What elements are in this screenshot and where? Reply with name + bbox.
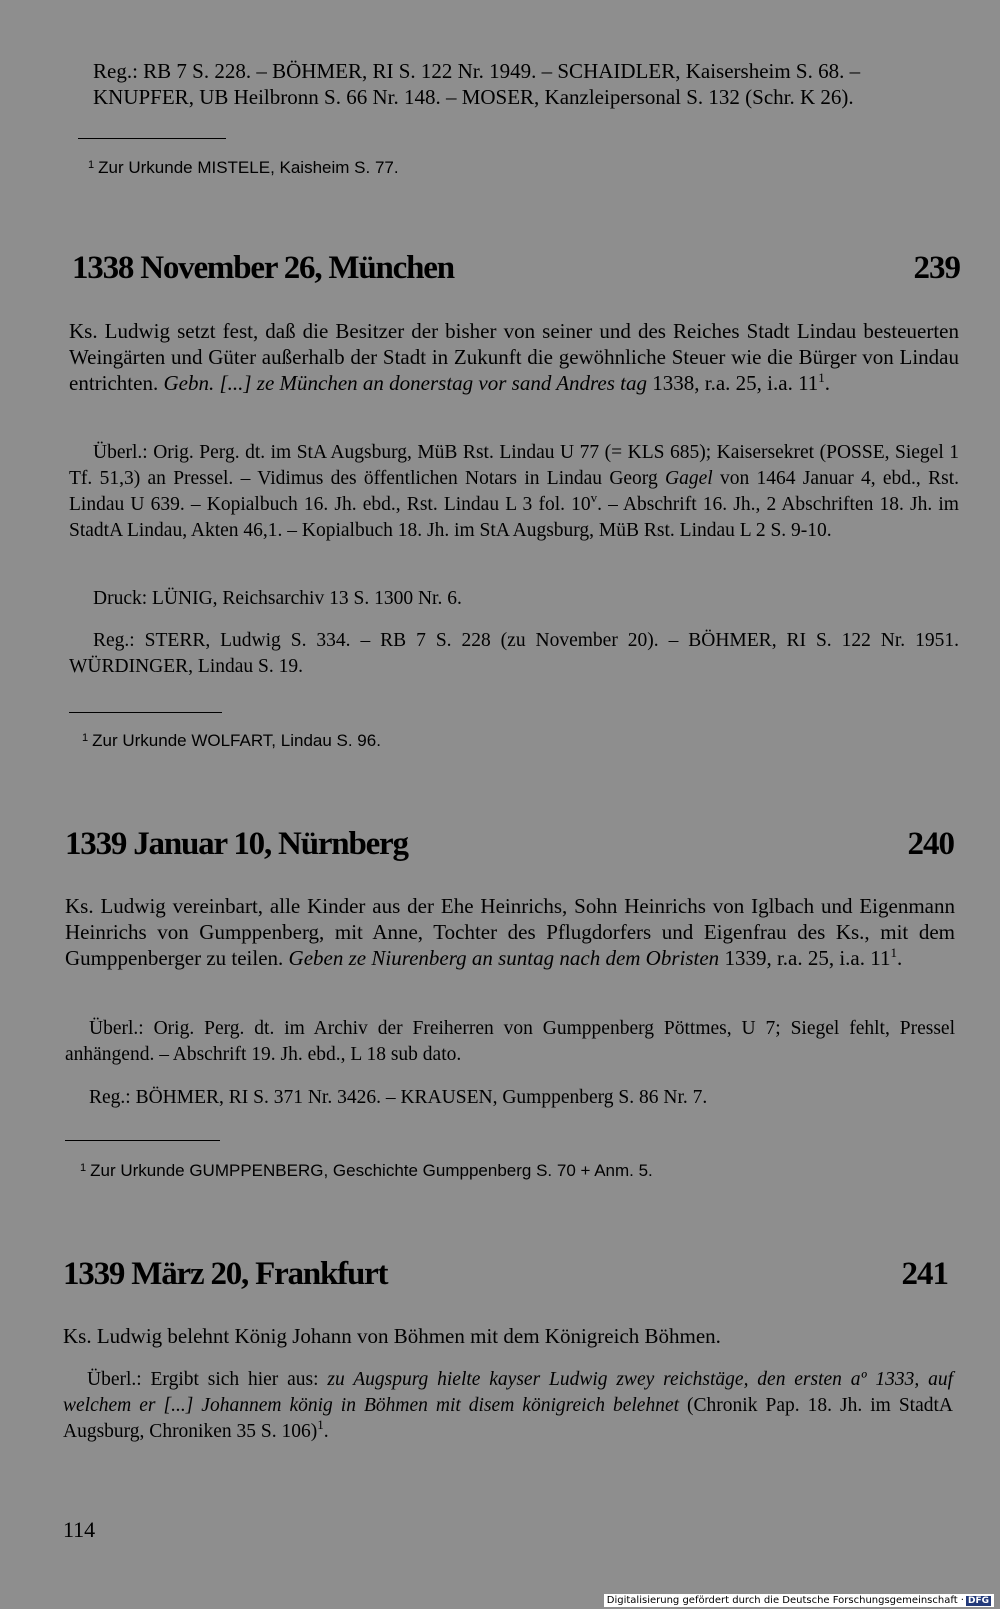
digitization-credit: Digitalisierung gefördert durch die Deutsche Forschungsgemeinschaft · DFG: [604, 1594, 994, 1607]
entry-date-place: 1338 November 26, München: [72, 250, 454, 286]
footnote-rule: [78, 138, 226, 139]
footnote: $^1$ Zur Urkunde MISTELE, Kaisheim S. 77.: [88, 158, 399, 177]
entry-summary: Ks. Ludwig belehnt König Johann von Böhmen mit dem Königreich Böhmen.: [63, 1324, 721, 1348]
entry-date-place: 1339 Januar 10, Nürnberg: [65, 826, 408, 862]
footnote: $^1$ Zur Urkunde GUMPPENBERG, Geschichte Gumppenberg S. 70 + Anm. 5.: [80, 1161, 653, 1180]
page-number: 114: [63, 1517, 96, 1542]
dfg-logo: DFG: [967, 1596, 989, 1606]
footnote-rule: [69, 712, 222, 713]
entry-number: 239: [913, 250, 960, 286]
entry-ueberlieferung: Überl.: Ergibt sich hier aus: zu Augspurg hielte kayser Ludwig zwey reichstäge, den ersten aº 1333, auf welchem er [...] Johannem könig in Böhmen mit disem königreich belehnet (Chronik Pap. 18. Jh. im StadtA Augsburg, Chroniken 35 S. 106)$^1$.: [63, 1369, 954, 1442]
entry-date-place: 1339 März 20, Frankfurt: [63, 1256, 388, 1292]
entry-ueberlieferung: Überl.: Orig. Perg. dt. im Archiv der Freiherren von Gumppenberg Pöttmes, U 7; Siegel fehlt, Pressel anhängend. – Abschrift 19. Jh. ebd., L 18 sub dato.: [65, 1018, 955, 1065]
entry-regesten: Reg.: STERR, Ludwig S. 334. – RB 7 S. 228 (zu November 20). – BÖHMER, RI S. 122 Nr. 1951. WÜRDINGER, Lindau S. 19.: [69, 630, 959, 677]
entry-summary: Ks. Ludwig setzt fest, daß die Besitzer der bisher von seiner und des Reiches Stadt Lindau besteuerten Weingärten und Güter außerhalb der Stadt in Zukunft die gewöhnliche Steuer wie die Bürger von Lindau entrichten. Gebn. [...] ze München an donerstag vor sand Andres tag 1338, r.a. 25, i.a. $11^1$.: [69, 319, 959, 395]
entry-regesten: Reg.: BÖHMER, RI S. 371 Nr. 3426. – KRAUSEN, Gumppenberg S. 86 Nr. 7.: [89, 1087, 708, 1108]
entry-druck: Druck: LÜNIG, Reichsarchiv 13 S. 1300 Nr. 6.: [93, 588, 462, 609]
entry-number: 241: [901, 1256, 948, 1292]
footnote: $^1$ Zur Urkunde WOLFART, Lindau S. 96.: [82, 731, 381, 750]
entry-number: 240: [907, 826, 954, 862]
entry-summary: Ks. Ludwig vereinbart, alle Kinder aus der Ehe Heinrichs, Sohn Heinrichs von Iglbach und Eigenmann Heinrichs von Gumppenberg, mit Anne, Tochter des Pflugdorfers und Eigenfrau des Ks., mit dem Gumppenberger zu teilen. Geben ze Niurenberg an suntag nach dem Obristen 1339, r.a. 25, i.a. $11^1$.: [65, 894, 955, 970]
entry-ueberlieferung: Überl.: Orig. Perg. dt. im StA Augsburg, MüB Rst. Lindau U 77 (= KLS 685); Kaisersekret (POSSE, Siegel 1 Tf. 51,3) an Pressel. – Vidimus des öffentlichen Notars in Lindau Georg Gagel von 1464 Januar 4, ebd., Rst. Lindau U 639. – Kopialbuch 16. Jh. ebd., Rst. Lindau L 3 fol. 10$^v$. – Abschrift 16. Jh., 2 Abschriften 18. Jh. im StadtA Lindau, Akten 46,1. – Kopialbuch 18. Jh. im StA Augsburg, MüB Rst. Lindau L 2 S. 9-10.: [69, 442, 959, 541]
regesten-line: Reg.: RB 7 S. 228. – BÖHMER, RI S. 122 Nr. 1949. – SCHAIDLER, Kaisersheim S. 68. – KNUPFER, UB Heilbronn S. 66 Nr. 148. – MOSER, Kanzleipersonal S. 132 (Schr. K 26).: [93, 59, 861, 109]
footnote-rule: [65, 1140, 220, 1141]
